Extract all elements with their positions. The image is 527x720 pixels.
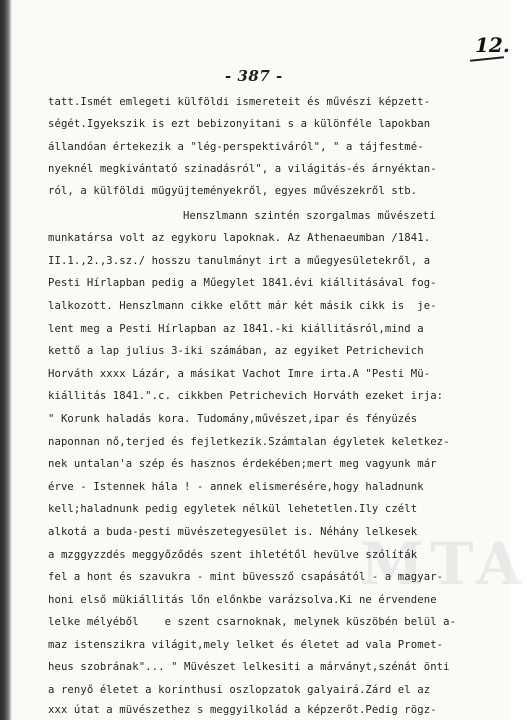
text-line: állandóan értekezik a "lég-perspektiváról", " a tájfestmé- bbox=[48, 141, 424, 153]
text-line: érve - Istennek hála ! - annek elismerésére,hogy haladnunk bbox=[48, 481, 424, 493]
text-line: ról, a külföldi mügyüjteményekről, egyes művészekről stb. bbox=[48, 185, 418, 197]
text-line: lelke mélyéből e szent csarnoknak, melynek küszöbén belül a- bbox=[48, 616, 457, 628]
text-line: kiállitás 1841.".c. cikkben Petrichevich Horváth ezeket irja: bbox=[48, 390, 444, 402]
text-line: nyeknél megkivántató szinadásról", a világitás-és árnyéktan- bbox=[48, 163, 437, 175]
text-line: xxx útat a müvészethez s meggyilkolád a képzerőt.Pedig rögz- bbox=[48, 704, 437, 716]
text-line: lent meg a Pesti Hírlapban az 1841.-ki kiállitásról,mind a bbox=[48, 323, 424, 335]
text-line: II.1.,2.,3.sz./ hosszu tanulmányt irt a műegyesületekről, a bbox=[48, 255, 431, 267]
text-line: kell;haladnunk pedig egyletek nélkül lehetetlen.Ily czélt bbox=[48, 503, 418, 515]
text-line: heus szobrának"... " Müvészet lelkesiti a márványt,szénát önti bbox=[48, 661, 450, 673]
text-line: maz istenszikra világit,mely lelket és életet ad vala Promet- bbox=[48, 639, 444, 651]
page-number: - 387 - bbox=[225, 67, 283, 85]
text-line: Horváth xxxx Lázár, a másikat Vachot Imre irta.A "Pesti Mü- bbox=[48, 368, 431, 380]
sheet-number: 12. bbox=[475, 33, 510, 57]
text-line: kettő a lap julius 3-iki számában, az egyiket Petrichevich bbox=[48, 345, 424, 357]
text-line: naponnan nő,terjed és fejletkezik.Számtalan égyletek keletkez- bbox=[48, 436, 450, 448]
text-line: tatt.Ismét emlegeti külföldi ismereteit és művészi képzett- bbox=[48, 96, 431, 108]
text-line: ségét.Igyekszik is ezt bebizonyitani s a különféle lapokban bbox=[48, 118, 431, 130]
text-line: alkotá a buda-pesti müvészetegyesület is. Néhány lelkesek bbox=[48, 526, 418, 538]
text-line: munkatársa volt az egykoru lapoknak. Az Athenaeumban /1841. bbox=[48, 232, 431, 244]
text-line: a mzggyzzdés meggyőződés szent ihletétől hevülve szólíták bbox=[48, 549, 418, 561]
scan-binding-edge bbox=[0, 0, 12, 720]
text-line: Henszlmann szintén szorgalmas művészeti bbox=[183, 210, 436, 222]
text-line: fel a hont és szavukra - mint büvessző csapásától - a magyar- bbox=[48, 571, 444, 583]
sheet-number-underline bbox=[470, 56, 504, 62]
text-line: a renyő életet a korinthusi oszlopzatok galyairá.Zárd el az bbox=[48, 684, 431, 696]
text-line: Pesti Hírlapban pedig a Műegylet 1841.évi kiállitásával fog- bbox=[48, 277, 437, 289]
text-line: " Korunk haladás kora. Tudomány,művészet,ipar és fényüzés bbox=[48, 413, 418, 425]
text-line: nek untalan'a szép és hasznos érdekében;mert meg vagyunk már bbox=[48, 458, 437, 470]
text-line: lalkozott. Henszlmann cikke előtt már két másik cikk is je- bbox=[48, 300, 437, 312]
library-stamp: MTA bbox=[360, 530, 527, 598]
text-line: honi első mükiállitás lőn előnkbe varázsolva.Ki ne érvendene bbox=[48, 594, 437, 606]
